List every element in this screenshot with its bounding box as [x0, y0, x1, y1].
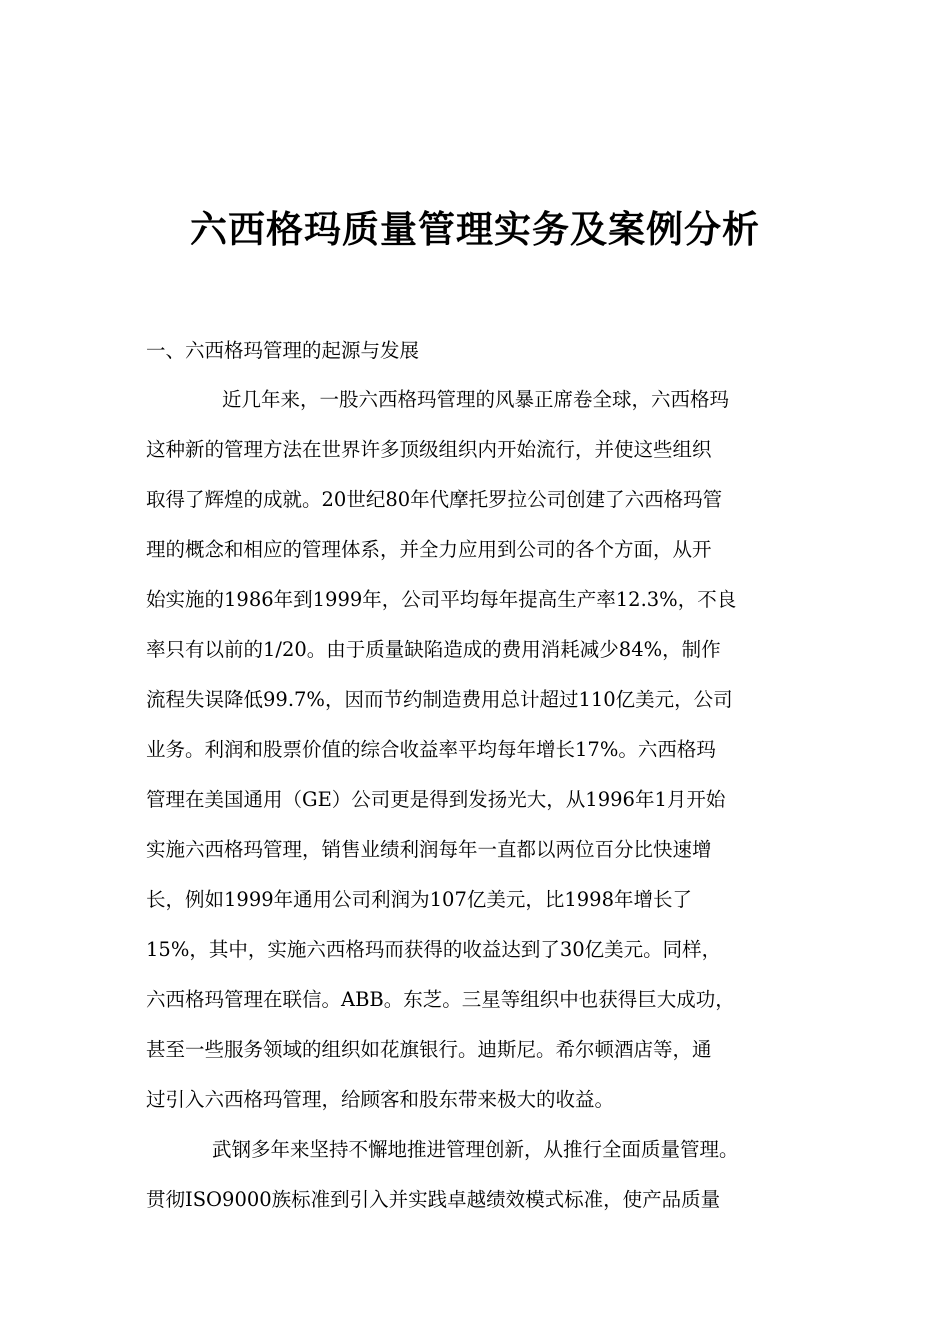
paragraph-line: 取得了辉煌的成就。20世纪80年代摩托罗拉公司创建了六西格玛管 [146, 488, 723, 511]
paragraph-line: 率只有以前的1/20。由于质量缺陷造成的费用消耗减少84%，制作 [146, 638, 721, 661]
paragraph-line: 过引入六西格玛管理，给顾客和股东带来极大的收益。 [146, 1088, 615, 1111]
section-heading: 一、六西格玛管理的起源与发展 [146, 339, 420, 362]
document-title: 六西格玛质量管理实务及案例分析 [190, 207, 760, 251]
paragraph-line: 六西格玛管理在联信。ABB。东芝。三星等组织中也获得巨大成功， [146, 988, 735, 1011]
paragraph-line: 贯彻ISO9000族标准到引入并实践卓越绩效模式标准，使产品质量 [146, 1188, 721, 1211]
paragraph-line: 业务。利润和股票价值的综合收益率平均每年增长17%。六西格玛 [146, 738, 716, 761]
paragraph-line: 实施六西格玛管理，销售业绩利润每年一直都以两位百分比快速增 [146, 838, 712, 861]
paragraph-line: 甚至一些服务领域的组织如花旗银行。迪斯尼。希尔顿酒店等，通 [146, 1038, 712, 1061]
paragraph-line: 理的概念和相应的管理体系，并全力应用到公司的各个方面，从开 [146, 538, 712, 561]
paragraph-line: 长，例如1999年通用公司利润为107亿美元，比1998年增长了 [146, 888, 692, 911]
paragraph-line: 始实施的1986年到1999年，公司平均每年提高生产率12.3%，不良 [146, 588, 737, 611]
paragraph-line: 15%，其中，实施六西格玛而获得的收益达到了30亿美元。同样， [146, 938, 722, 961]
paragraph-line: 武钢多年来坚持不懈地推进管理创新，从推行全面质量管理。 [212, 1138, 739, 1161]
paragraph-line: 流程失误降低99.7%，因而节约制造费用总计超过110亿美元，公司 [146, 688, 733, 711]
paragraph-line: 管理在美国通用（GE）公司更是得到发扬光大，从1996年1月开始 [146, 788, 726, 811]
paragraph-line: 这种新的管理方法在世界许多顶级组织内开始流行，并使这些组织 [146, 438, 712, 461]
paragraph-line: 近几年来，一股六西格玛管理的风暴正席卷全球，六西格玛 [222, 388, 730, 411]
